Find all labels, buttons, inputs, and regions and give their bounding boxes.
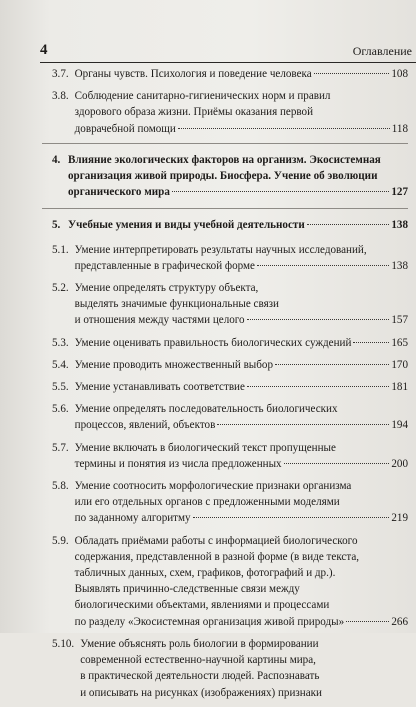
entry-line: или его отдельных органов с предложенными моделями: [74, 496, 340, 509]
entry-line: Влияние экологических факторов на организм. Экосистемная: [68, 153, 381, 166]
entry-page-number: 219: [391, 512, 408, 525]
dot-leader: [275, 364, 389, 365]
entry-text: [75, 280, 408, 329]
entry-last-line: [75, 121, 408, 137]
toc-entry: [52, 242, 408, 274]
entry-number: 5.10.: [52, 637, 75, 650]
entry-line: Умение оценивать правильность биологических суждений: [74, 336, 352, 349]
toc-entry: [52, 533, 408, 630]
entry-number: 5.1.: [52, 243, 69, 256]
entry-last-line: [68, 184, 408, 200]
entry-line: биологическими объектами, явлениями и процессами: [74, 599, 330, 612]
entry-page-number: 266: [391, 615, 408, 628]
entry-text: [75, 440, 408, 472]
entry-page-number: 138: [391, 219, 408, 232]
entry-line: Учебные умения и виды учебной деятельности: [68, 219, 305, 232]
entry-text: [75, 478, 408, 527]
entry-last-line: [75, 357, 408, 373]
dot-leader: [178, 128, 390, 129]
entry-text: [75, 242, 408, 274]
toc-entry: [52, 152, 408, 201]
entry-number: 4.: [52, 153, 61, 166]
page-number: 4: [40, 42, 48, 58]
entry-line: Умение соотносить морфологические признаки организма: [74, 480, 352, 493]
dot-leader: [257, 265, 389, 266]
entry-line: в практической деятельности людей. Распознавать: [80, 670, 320, 683]
entry-number: 5.: [52, 219, 61, 232]
entry-line: по заданному алгоритму: [74, 512, 191, 525]
entry-line: органического мира: [68, 186, 170, 199]
entry-text: [80, 636, 408, 701]
entry-line: Выявлять причинно-следственные связи между: [74, 583, 300, 596]
dot-leader: [307, 224, 390, 225]
entry-last-line: [75, 417, 408, 433]
entry-page-number: 108: [391, 68, 408, 80]
entry-text: [68, 152, 408, 201]
toc-entry: [52, 357, 408, 373]
entry-last-line: [68, 217, 408, 233]
toc-entry: [52, 66, 408, 82]
entry-page-number: 127: [391, 186, 408, 199]
entry-number: 5.2.: [52, 282, 69, 295]
entry-number: 3.8.: [52, 90, 69, 103]
entry-line: Органы чувств. Психология и поведение человека: [74, 68, 312, 80]
entry-last-line: [75, 456, 408, 472]
entry-page-number: 181: [391, 381, 408, 394]
entry-text: [75, 401, 408, 433]
entry-last-line: [75, 510, 408, 526]
entry-text: [75, 357, 408, 373]
dot-leader: [217, 424, 389, 425]
dot-leader: [284, 463, 390, 464]
entry-number: 3.7.: [52, 68, 69, 80]
entry-text: [75, 88, 408, 137]
entry-last-line: [75, 335, 408, 351]
entry-page-number: 194: [391, 419, 408, 432]
toc-entry: [52, 440, 408, 472]
entry-line: Умение объяснять роль биологии в формировании: [80, 637, 319, 650]
entry-number: 5.8.: [52, 480, 69, 493]
entry-page-number: 165: [391, 336, 408, 349]
toc-entry: [52, 88, 408, 137]
toc-entry: [52, 335, 408, 351]
entry-line: содержания, представленной в разной форме (в виде текста,: [74, 550, 360, 563]
entry-number: 5.9.: [52, 534, 69, 547]
entry-page-number: 170: [391, 358, 408, 371]
entry-line: Умение определять структуру объекта,: [74, 282, 259, 295]
entry-number: 5.4.: [52, 358, 69, 371]
entry-line: по разделу «Экосистемная организация живой природы»: [74, 615, 345, 628]
entry-line: здорового образа жизни. Приёмы оказания первой: [74, 106, 314, 119]
page-header: [40, 40, 416, 63]
entry-page-number: 200: [391, 457, 408, 470]
dot-leader: [314, 73, 390, 74]
entry-line: Умение включать в биологический текст пропущенные: [74, 441, 336, 454]
entry-line: Умение устанавливать соответствие: [74, 381, 245, 394]
toc-entry: [52, 280, 408, 329]
entry-number: 5.5.: [52, 381, 69, 394]
entry-text: [75, 379, 408, 395]
entry-number: 5.7.: [52, 441, 69, 454]
toc-entry: [52, 478, 408, 527]
toc-entry: [52, 401, 408, 433]
dot-leader: [247, 386, 389, 387]
dot-leader: [172, 191, 389, 192]
entry-number: 5.6.: [52, 403, 69, 416]
entry-text: [75, 335, 408, 351]
entry-line: Умение определять последовательность биологических: [74, 403, 338, 416]
entry-line: современной естественно-научной картины мира,: [80, 654, 316, 667]
entry-line: представленные в графической форме: [74, 259, 255, 272]
entry-text: [75, 533, 408, 630]
section-divider: [42, 143, 408, 144]
entry-page-number: 157: [391, 314, 408, 327]
entry-line: доврачебной помощи: [74, 122, 176, 135]
entry-last-line: [75, 312, 408, 328]
entry-page-number: 118: [391, 122, 408, 135]
entry-line: Умение проводить множественный выбор: [74, 358, 274, 371]
toc-entry: [52, 217, 408, 233]
entry-text: [75, 66, 408, 82]
entry-last-line: [75, 379, 408, 395]
dot-leader: [193, 517, 390, 518]
entry-line: организация живой природы. Биосфера. Учение об эволюции: [68, 170, 378, 183]
dot-leader: [346, 621, 389, 622]
entry-line: и отношения между частями целого: [74, 314, 245, 327]
entry-line: и описывать на рисунках (изображениях) признаки: [80, 686, 322, 699]
entry-line: табличных данных, схем, графиков, фотографий и др.).: [74, 567, 336, 580]
entry-line: термины и понятия из числа предложенных: [74, 457, 282, 470]
entry-text: [68, 217, 408, 233]
table-of-contents: [52, 66, 408, 707]
section-divider: [42, 208, 408, 209]
entry-line: Обладать приёмами работы с информацией биологического: [74, 534, 358, 547]
entry-last-line: [75, 258, 408, 274]
entry-page-number: 138: [391, 259, 408, 272]
dot-leader: [353, 342, 389, 343]
running-title: Оглавление: [352, 44, 412, 58]
dot-leader: [247, 319, 390, 320]
entry-last-line: [75, 66, 408, 82]
entry-last-line: [75, 614, 408, 630]
toc-entry: [52, 636, 408, 701]
entry-line: выделять значимые функциональные связи: [74, 298, 279, 311]
entry-number: 5.3.: [52, 336, 69, 349]
toc-entry: [52, 379, 408, 395]
entry-line: Умение интерпретировать результаты научных исследований,: [74, 243, 367, 256]
entry-line: Соблюдение санитарно-гигиенических норм и правил: [74, 90, 331, 103]
entry-line: процессов, явлений, объектов: [74, 419, 216, 432]
